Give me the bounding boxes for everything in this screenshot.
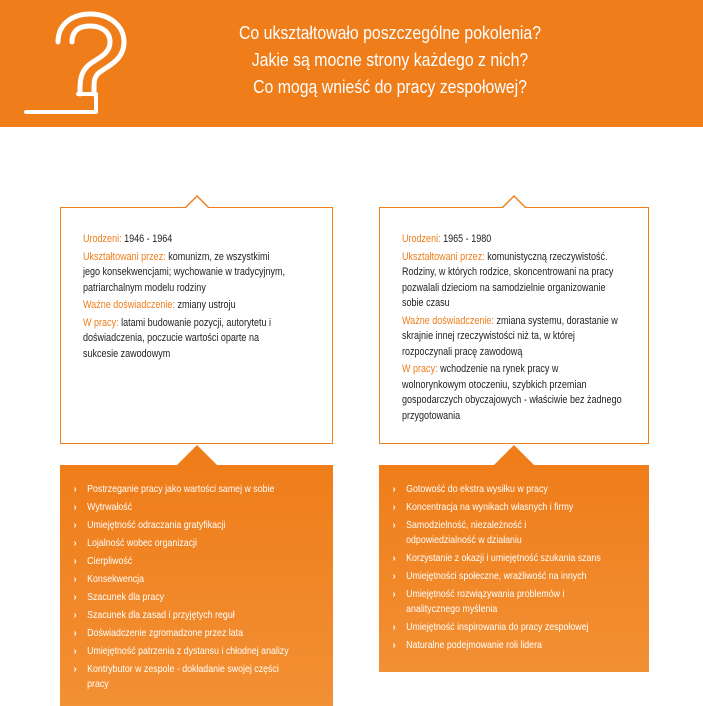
strength-item (72, 554, 324, 569)
header-questions (179, 20, 601, 101)
strength-text: Konsekwencja (87, 573, 145, 585)
chevron-right-icon: › (392, 552, 396, 564)
strength-text: Naturalne podejmowanie roli lidera (406, 639, 542, 651)
info-row (402, 362, 622, 424)
chevron-right-icon: › (73, 483, 77, 495)
chevron-right-icon: › (392, 483, 396, 495)
info-row (402, 232, 622, 248)
info-key: Ważne doświadczenie: (402, 314, 494, 327)
chevron-right-icon: › (392, 621, 396, 633)
header-line: Co ukształtowało poszczególne pokolenia? (238, 23, 542, 43)
header-line: Co mogą wnieść do pracy zespołowej? (253, 77, 527, 97)
chevron-right-icon: › (73, 627, 77, 639)
strength-text: Umiejętność rozwiązywania problemów i analitycznego myślenia (406, 588, 565, 615)
chevron-right-icon: › (392, 519, 396, 531)
chevron-right-icon: › (392, 570, 396, 582)
strength-item (391, 500, 635, 515)
strength-item (391, 518, 541, 548)
strength-item (391, 551, 635, 566)
header-line: Jakie są mocne strony każdego z nich? (251, 50, 529, 70)
strength-text: Doświadczenie zgromadzone przez lata (87, 627, 244, 639)
strength-text: Postrzeganie pracy jako wartości samej w sobie (87, 483, 275, 495)
strength-text: Szacunek dla zasad i przyjętych reguł (87, 609, 235, 621)
strength-text: Umiejętność patrzenia z dystansu i chłodnej analizy (87, 645, 289, 657)
info-key: Urodzeni: (402, 233, 441, 245)
chevron-right-icon: › (392, 639, 396, 651)
info-value: komunistyczną rzeczywistość. Rodziny, w których rodzice, skoncentrowani na pracy pozwalali dzieciom na samodzielnie organizowanie sobie czasu (402, 250, 614, 309)
strength-text: Szacunek dla pracy (87, 591, 165, 603)
strength-item (72, 626, 324, 641)
card-pointer (184, 195, 210, 208)
info-row (402, 250, 622, 312)
strength-item (72, 662, 301, 692)
strength-item (72, 536, 324, 551)
strength-text: Samodzielność, niezależność i odpowiedzialność w działaniu (406, 519, 527, 546)
strength-item (72, 590, 324, 605)
strength-text: Kontrybutor w zespole - dokładanie swojej części pracy (87, 663, 279, 690)
chevron-right-icon: › (73, 591, 77, 603)
info-key: Ukształtowani przez: (83, 250, 166, 263)
info-row (83, 316, 288, 363)
info-value: zmiany ustroju (177, 299, 236, 311)
info-value: wchodzenie na rynek pracy w wolnorynkowym otoczeniu, szybkich przemian gospodarczych obyczajowych - właściwie bez żadnego przygotowania (402, 363, 622, 422)
panel-pointer (494, 445, 534, 465)
strength-item (72, 572, 324, 587)
strength-item (72, 500, 324, 515)
chevron-right-icon: › (73, 537, 77, 549)
strength-item (391, 638, 635, 653)
info-value: zmiana systemu, dorastanie w skrajnie innej rzeczywistości niż ta, w której rozpoczynali pracę zawodową (402, 314, 618, 358)
strength-item (391, 569, 635, 584)
generation-info (402, 232, 622, 426)
info-key: Ukształtowani przez: (402, 250, 485, 263)
strength-item (391, 587, 583, 617)
info-value: 1946 - 1964 (124, 233, 173, 245)
info-row (402, 314, 622, 361)
strength-text: Umiejętności społeczne, wrażliwość na innych (406, 570, 587, 582)
strength-item (391, 620, 635, 635)
strengths-panel-gen-x (379, 465, 649, 672)
info-key: W pracy: (402, 363, 438, 375)
chevron-right-icon: › (73, 645, 77, 657)
info-value: komunizm, ze wszystkimi jego konsekwencjami; wychowanie w tradycyjnym, patriarchalnym modelu rodziny (83, 250, 286, 294)
strength-text: Cierpliwość (87, 555, 133, 567)
chevron-right-icon: › (73, 663, 77, 675)
chevron-right-icon: › (392, 501, 396, 513)
info-value: 1965 - 1980 (443, 233, 492, 245)
strengths-panel-boomers (60, 465, 333, 706)
info-value: latami budowanie pozycji, autorytetu i doświadczenia, poczucie wartości oparte na sukcesie zawodowym (83, 316, 272, 360)
card-pointer (501, 195, 527, 208)
info-row (83, 250, 288, 297)
info-key: Urodzeni: (83, 233, 122, 245)
generation-card-gen-x (379, 207, 649, 444)
info-row (83, 232, 288, 248)
strength-text: Wytrwałość (87, 501, 133, 513)
info-key: Ważne doświadczenie: (83, 299, 175, 311)
strength-text: Gotowość do ekstra wysiłku w pracy (406, 483, 548, 495)
chevron-right-icon: › (73, 573, 77, 585)
strength-item (72, 644, 324, 659)
strength-text: Umiejętność inspirowania do pracy zespołowej (406, 621, 589, 633)
generation-card-boomers (60, 207, 333, 444)
info-row (83, 298, 288, 314)
chevron-right-icon: › (73, 609, 77, 621)
chevron-right-icon: › (392, 588, 396, 600)
strength-text: Lojalność wobec organizacji (87, 537, 197, 549)
strength-item (391, 482, 635, 497)
strengths-list (391, 482, 635, 656)
strengths-list (72, 482, 324, 695)
generation-info (83, 232, 288, 364)
strength-text: Koncentracja na wynikach własnych i firmy (406, 501, 574, 513)
panel-pointer (177, 445, 217, 465)
chevron-right-icon: › (73, 519, 77, 531)
header-banner (0, 0, 703, 127)
question-mark-icon (20, 8, 140, 120)
chevron-right-icon: › (73, 501, 77, 513)
info-key: W pracy: (83, 316, 119, 329)
chevron-right-icon: › (73, 555, 77, 567)
strength-text: Umiejętność odraczania gratyfikacji (87, 519, 226, 531)
strength-item (72, 518, 324, 533)
strength-item (72, 482, 324, 497)
strength-item (72, 608, 324, 623)
strength-text: Korzystanie z okazji i umiejętność szukania szans (406, 552, 601, 564)
